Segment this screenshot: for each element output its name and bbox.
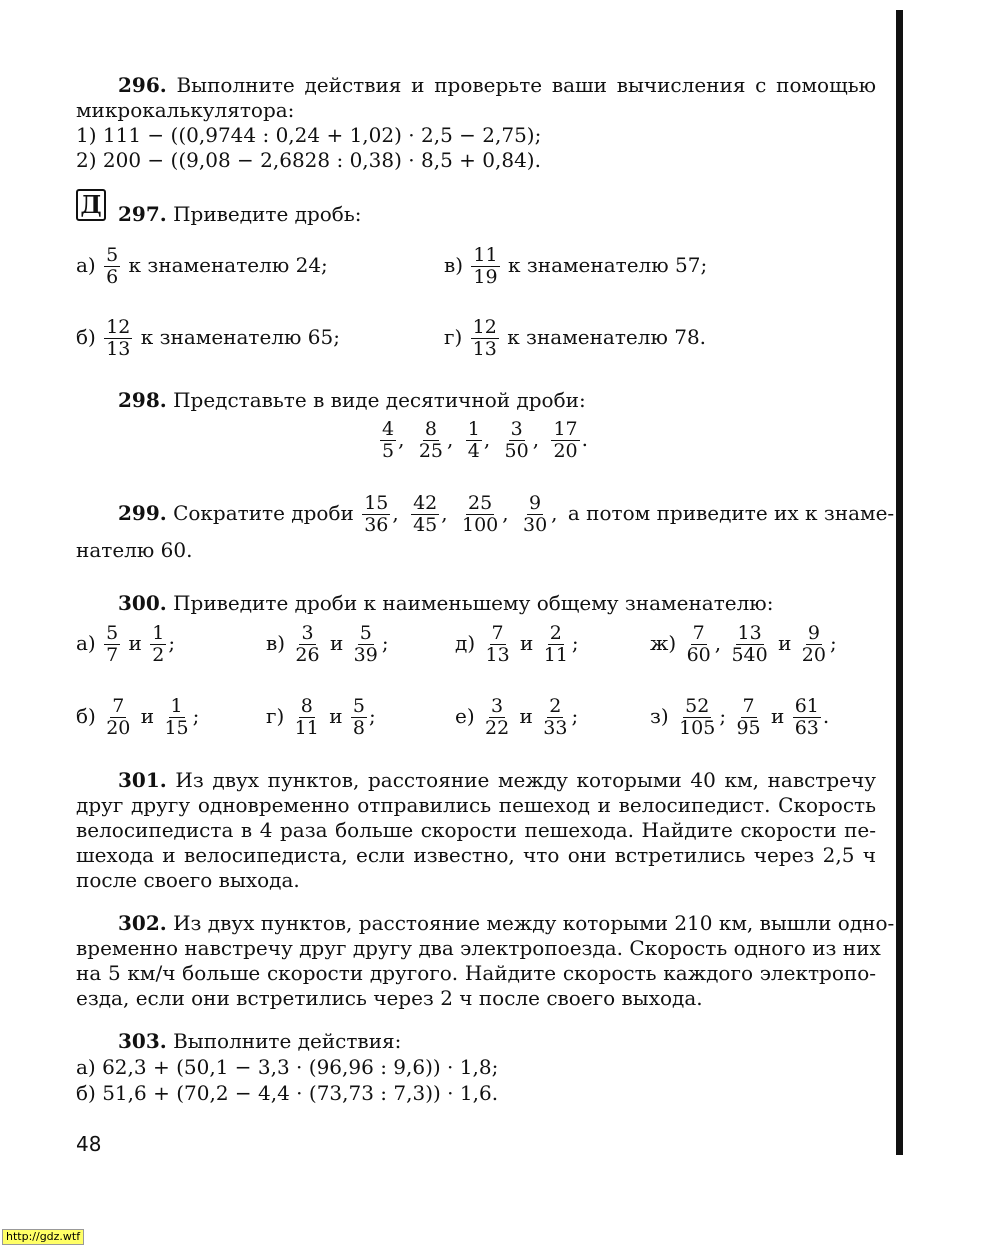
p299-line1: 299. Сократите дроби $\frac{15}{36}$ , $\frac{42}{45}$ , $\frac{25}{100}$ , $\frac{9}{30}$ , а потом приведите их к знаме- [118,492,895,536]
p296-number: 296. [118,73,167,97]
p301-line3: велосипедиста в 4 раза больше скорости пешехода. Найдите скорости пе- [76,818,876,842]
homework-d-icon: Д [76,189,106,221]
p300-item-g: г) $\frac{8}{11}$ и $\frac{5}{8}$ ; [266,695,376,739]
p303-title: 303. Выполните действия: [118,1029,402,1053]
p300-item-e: е) $\frac{3}{22}$ и $\frac{2}{33}$ ; [455,695,579,739]
p300-item-a: а) $\frac{5}{7}$ и $\frac{1}{2}$ ; [76,622,176,666]
p301-line5: после своего выхода. [76,868,300,892]
p301-line4: шехода и велосипедиста, если известно, что они встретились через 2,5 ч [76,843,876,867]
p297-item-a: а) $\frac{5}{6}$ к знаменателю 24; [76,244,328,288]
p300-item-z: з) $\frac{52}{105}$ ; $\frac{7}{95}$ и $\frac{61}{63}$ . [650,695,830,739]
p296-line1: 296. Выполните действия и проверьте ваши вычисления с помощью [118,73,876,97]
p298-fractions: $\frac{4}{5}$ , $\frac{8}{25}$ , $\frac{1}{4}$ , $\frac{3}{50}$ , $\frac{17}{20}$ . [382,418,588,462]
p300-item-v: в) $\frac{3}{26}$ и $\frac{5}{39}$ ; [266,622,389,666]
p300-item-zh: ж) $\frac{7}{60}$ , $\frac{13}{540}$ и $\frac{9}{20}$ ; [650,622,837,666]
p296-item2: 2) 200 − ((9,08 − 2,6828 : 0,38) · 8,5 + 0,84). [76,148,541,172]
p301-line1: 301. Из двух пунктов, расстояние между которыми 40 км, навстречу [118,768,876,792]
p300-title: 300. Приведите дроби к наименьшему общему знаменателю: [118,591,774,615]
p302-line3: на 5 км/ч больше скорости другого. Найдите скорость каждого электропо- [76,961,876,985]
page-edge-bar [896,10,903,1155]
p300-item-b: б) $\frac{7}{20}$ и $\frac{1}{15}$ ; [76,695,200,739]
p296-line2: микрокалькулятора: [76,98,295,122]
p302-line1: 302. Из двух пунктов, расстояние между которыми 210 км, вышли одно- [118,911,895,935]
p298-title: 298. Представьте в виде десятичной дроби: [118,388,586,412]
p303-item-b: б) 51,6 + (70,2 − 4,4 · (73,73 : 7,3)) · 1,6. [76,1081,499,1105]
p297-title: 297. Приведите дробь: [118,202,362,226]
p297-item-g: г) $\frac{12}{13}$ к знаменателю 78. [444,316,707,360]
p301-line2: друг другу одновременно отправились пешеход и велосипедист. Скорость [76,793,876,817]
p302-line2: временно навстречу друг другу два электропоезда. Скорость одного из них [76,936,881,960]
p297-item-v: в) $\frac{11}{19}$ к знаменателю 57; [444,244,708,288]
page-number: 48 [76,1132,102,1156]
p300-item-d: д) $\frac{7}{13}$ и $\frac{2}{11}$ ; [455,622,579,666]
p297-item-b: б) $\frac{12}{13}$ к знаменателю 65; [76,316,340,360]
p302-line4: езда, если они встретились через 2 ч после своего выхода. [76,986,703,1010]
p296-item1: 1) 111 − ((0,9744 : 0,24 + 1,02) · 2,5 − 2,75); [76,123,542,147]
p299-line2: нателю 60. [76,538,193,562]
watermark-link[interactable]: http://gdz.wtf [2,1229,84,1245]
p303-item-a: а) 62,3 + (50,1 − 3,3 · (96,96 : 9,6)) · 1,8; [76,1055,499,1079]
